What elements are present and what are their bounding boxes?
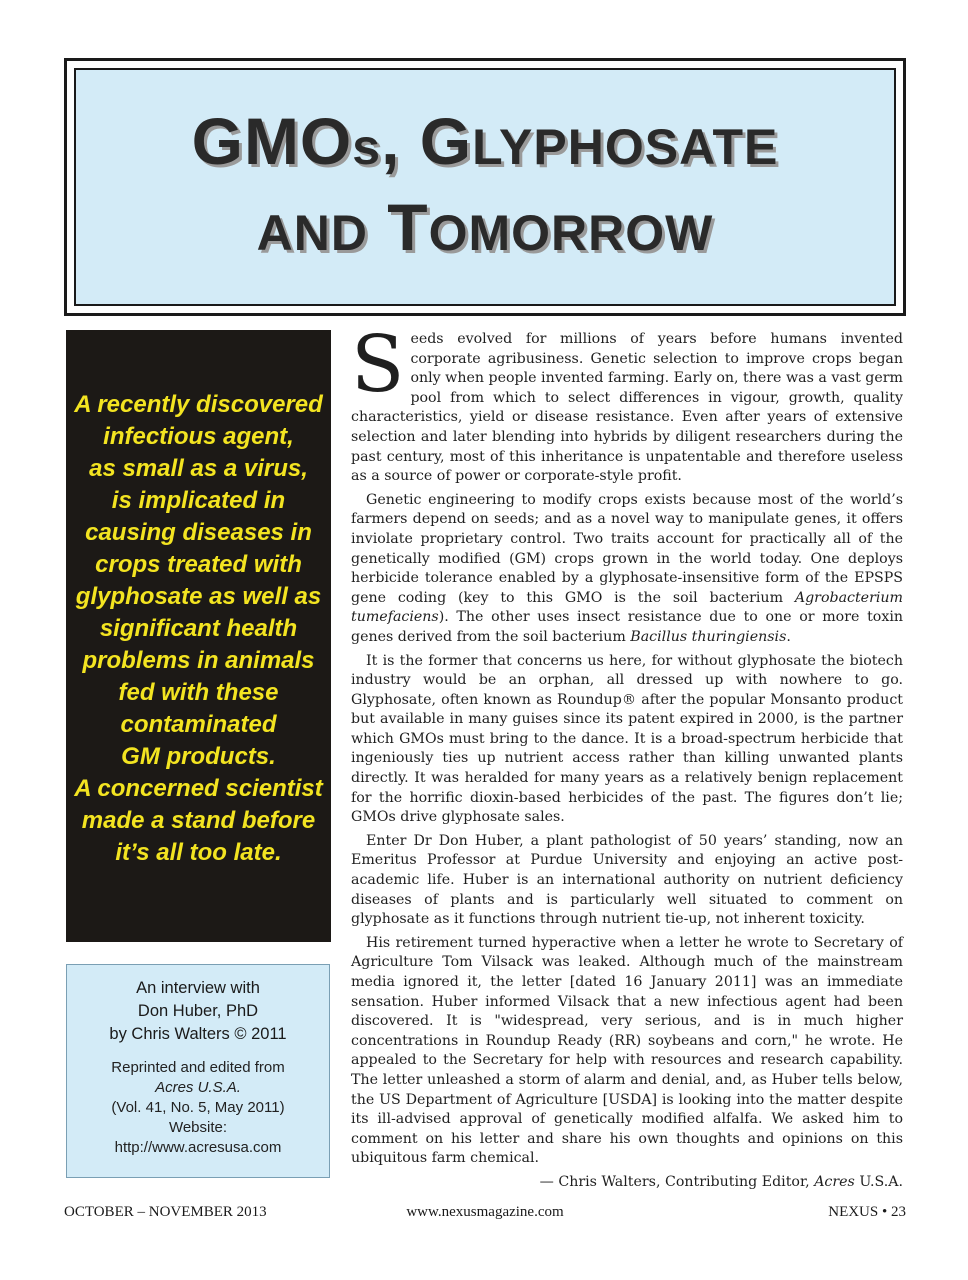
- credit-interviewer: by Chris Walters © 2011: [109, 1025, 287, 1043]
- footer-page-number: NEXUS • 23: [828, 1204, 906, 1220]
- paragraph: [351, 491, 903, 648]
- credit-website-url[interactable]: http://www.acresusa.com: [114, 1139, 282, 1156]
- paragraph-text: Genetic engineering to modify crops exists because most of the world’s farmers depend on seeds; and as a novel way to manipulate genes, it offers inviolate proprietary control. Two traits account for practically all of the genetically modified (GM) crops grown in the world today. One deploys herbicide tolerance enabled by a glyphosate-insensitive form of the EPSPS gene coding (key to this GMO is the soil bacterium: [351, 491, 903, 606]
- title-text: T: [367, 190, 429, 264]
- footer-issue: OCTOBER – NOVEMBER 2013: [64, 1204, 267, 1220]
- title-text: OMORROW: [428, 205, 714, 261]
- paragraph: It is the former that concerns us here, for without glyphosate the biotech industry would be an orphan, all dressed up with nowhere to go. Glyphosate, often known as Roundup® after the popular Monsanto product but available in many guises since its patent expired in 2000, is the partner which GMOs must bring to the dance. It is a broad-spectrum herbicide that ingeniously ties up nutrient access rather than killing unwanted plants directly. It was heralded for many years as a relatively benign replacement for the horrific dioxin-based herbicides of the past. The figures don’t lie; GMOs drive glyphosate sales.: [351, 652, 903, 826]
- paragraph-text: eeds evolved for millions of years before humans invented corporate agribusiness. Genetic selection to improve crops began only when people invented farming. Early on, there was a vast germ pool from which to select differences in vigour, growth, quality characteristics, yield or disease resistance. Even after years of extensive selection and later blending into hybrids by diligent researchers during the past century, most of this inheritance is unpatentable and therefore useless as a source of power or corporate-style profit.: [351, 331, 904, 485]
- credit-volume: (Vol. 41, No. 5, May 2011): [111, 1099, 285, 1116]
- drop-cap: S: [351, 320, 405, 410]
- paragraph-text: .: [786, 628, 791, 645]
- credit-box: [66, 964, 330, 1178]
- paragraph-text: ). The other uses insect resistance due to one or more toxin genes derived from the soil bacterium: [351, 609, 903, 645]
- credit-source: [67, 1058, 329, 1158]
- credit-reprint: Reprinted and edited from: [111, 1059, 285, 1076]
- credit-publication: Acres U.S.A.: [155, 1079, 241, 1096]
- title-text: GMO: [191, 104, 353, 178]
- species-name: Bacillus thuringiensis: [630, 628, 787, 645]
- page-footer: [64, 1204, 906, 1228]
- credit-website-label: Website:: [168, 1119, 228, 1136]
- species-name: Agrobacterium tumefaciens: [351, 589, 903, 626]
- signoff: [351, 1173, 903, 1193]
- title-banner: [64, 58, 906, 316]
- footer-website: www.nexusmagazine.com: [406, 1204, 564, 1220]
- signoff-text: — Chris Walters, Contributing Editor,: [539, 1173, 815, 1190]
- signoff-text: U.S.A.: [854, 1173, 903, 1190]
- article-body: [351, 320, 904, 1193]
- title-text: , G: [381, 104, 473, 178]
- pull-quote-box: [66, 330, 331, 942]
- title-text: s: [352, 119, 382, 175]
- credit-author: Don Huber, PhD: [137, 1002, 259, 1020]
- signoff-publication: Acres: [814, 1173, 855, 1190]
- title-line-2: [257, 187, 714, 273]
- credit-line-1: An interview with: [136, 979, 260, 997]
- paragraph: [351, 320, 904, 487]
- title-text: LYPHOSATE: [472, 119, 779, 175]
- title-text: AND: [256, 205, 368, 261]
- pull-quote: A recently discovered infectious agent, as small as a virus, is implicated in causing diseases in crops treated with glyphosate as well as significant health problems in animals fed with these contaminated GM products. A concerned scientist made a stand before it’s all too late.: [74, 391, 323, 866]
- paragraph: His retirement turned hyperactive when a letter he wrote to Secretary of Agriculture Tom Vilsack was leaked. Although much of the mainstream media ignored it, the letter [dated 16 January 2011] was an immediate sensation. Huber informed Vilsack that a new infectious agent had been discovered. It is "widespread, very serious, and is in much higher concentrations in Roundup Ready (RR) soybeans and corn," he wrote. He appealed to the Secretary for help with resources and research capability. The letter unleashed a storm of alarm and denial, and, as Huber tells below, the US Department of Agriculture [USDA] is looking into the matter despite its ill-advised approval of genetically modified alfalfa. We asked him to comment on his letter and share his own thoughts and opinions on this ubiquitous farm chemical.: [351, 934, 903, 1167]
- credit-heading: [67, 977, 329, 1046]
- paragraph: Enter Dr Don Huber, a plant pathologist of 50 years’ standing, now an Emeritus Professor at Purdue University and enjoying an active post-academic life. Huber is an international authority on nutrient deficiency diseases of plants and is particularly well situated to comment on glyphosate as it functions through nutrient tie-up, not inherent toxicity.: [351, 832, 903, 928]
- title-panel: [74, 68, 896, 306]
- title-line-1: [192, 101, 779, 187]
